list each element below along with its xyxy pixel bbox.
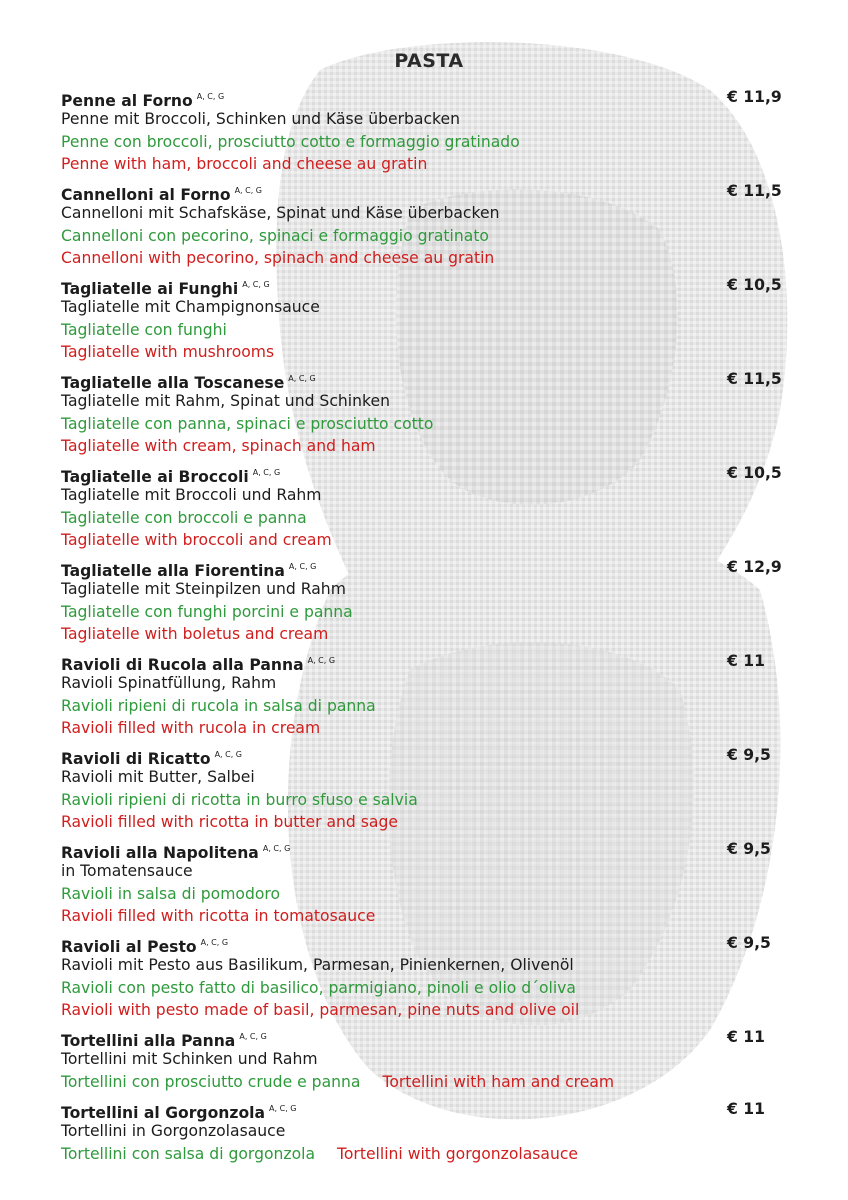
description-german: in Tomatensauce [61,862,193,881]
dish-name: Tagliatelle alla Toscanese [61,374,285,392]
section-title: PASTA [394,50,464,72]
dish-name: Ravioli alla Napolitena [61,844,259,862]
description-german: Tagliatelle mit Broccoli und Rahm [61,486,322,505]
description-english: Ravioli filled with rucola in cream [61,719,321,738]
menu-item [61,368,781,462]
description-german: Ravioli Spinatfüllung, Rahm [61,674,277,693]
dish-price: € 11,9 [727,88,782,106]
allergen-codes: A, C, G [200,938,229,947]
allergen-codes: A, C, G [288,562,317,571]
menu-item [61,1098,781,1170]
description-english: Penne with ham, broccoli and cheese au gratin [61,155,428,174]
allergen-codes: A, C, G [214,750,242,759]
description-english: Tortellini with gorgonzolasauce [337,1144,579,1163]
menu-item [61,86,781,180]
description-german: Tagliatelle mit Champignonsauce [61,298,320,317]
description-german: Ravioli mit Butter, Salbei [61,768,255,787]
description-german: Tagliatelle mit Steinpilzen und Rahm [61,580,346,599]
dish-price: € 12,9 [727,558,782,576]
allergen-codes: A, C, G [252,468,281,477]
dish-price: € 11,5 [727,182,782,200]
allergen-codes: A, C, G [269,1104,297,1113]
dish-name: Ravioli di Ricatto [61,750,211,768]
menu-item [61,462,781,556]
dish-name: Tortellini alla Panna [61,1032,236,1050]
dish-price: € 11 [727,652,765,670]
description-german: Tortellini in Gorgonzolasauce [61,1122,286,1141]
dish-name: Tagliatelle ai Funghi [61,280,239,298]
allergen-codes: A, C, G [196,92,225,101]
dish-price: € 9,5 [727,840,771,858]
pasta-menu-list [61,86,781,1170]
dish-name: Tortellini al Gorgonzola [61,1104,266,1122]
description-german: Ravioli mit Pesto aus Basilikum, Parmesan, Pinienkernen, Olivenöl [61,956,574,975]
dish-name: Ravioli di Rucola alla Panna [61,656,304,674]
description-italian: Tagliatelle con funghi porcini e panna [61,602,353,621]
dish-name: Penne al Forno [61,92,193,110]
dish-price: € 9,5 [727,746,771,764]
dish-price: € 11 [727,1100,765,1118]
description-italian: Ravioli ripieni di ricotta in burro sfuso e salvia [61,790,418,809]
description-german: Penne mit Broccoli, Schinken und Käse überbacken [61,110,460,129]
description-english: Ravioli with pesto made of basil, parmesan, pine nuts and olive oil [61,1001,580,1020]
allergen-codes: A, C, G [262,844,291,853]
description-italian: Ravioli in salsa di pomodoro [61,884,280,903]
dish-name: Ravioli al Pesto [61,938,197,956]
description-italian: Tagliatelle con funghi [61,320,227,339]
menu-item [61,556,781,650]
description-italian: Penne con broccoli, prosciutto cotto e formaggio gratinado [61,132,520,151]
description-english: Tagliatelle with cream, spinach and ham [61,437,376,456]
description-italian: Cannelloni con pecorino, spinaci e formaggio gratinato [61,226,489,245]
description-english: Ravioli filled with ricotta in butter and sage [61,813,398,832]
menu-item [61,650,781,744]
description-german: Tagliatelle mit Rahm, Spinat und Schinken [61,392,390,411]
dish-price: € 10,5 [727,276,782,294]
allergen-codes: A, C, G [239,1032,267,1041]
dish-price: € 10,5 [727,464,782,482]
allergen-codes: A, C, G [307,656,336,665]
description-english: Tagliatelle with mushrooms [61,343,275,362]
description-english: Tagliatelle with broccoli and cream [61,531,332,550]
description-german: Cannelloni mit Schafskäse, Spinat und Käse überbacken [61,204,500,223]
menu-item [61,744,781,838]
menu-item [61,1026,781,1098]
dish-price: € 9,5 [727,934,771,952]
dish-name: Tagliatelle ai Broccoli [61,468,249,486]
description-german: Tortellini mit Schinken und Rahm [61,1050,318,1069]
description-italian: Tagliatelle con broccoli e panna [61,508,307,527]
description-english: Tortellini with ham and cream [382,1072,615,1091]
menu-item [61,180,781,274]
dish-price: € 11,5 [727,370,782,388]
description-italian: Ravioli con pesto fatto di basilico, parmigiano, pinoli e olio d´oliva [61,978,576,997]
description-italian: Tortellini con prosciutto crude e panna [61,1072,361,1091]
allergen-codes: A, C, G [242,280,270,289]
dish-name: Cannelloni al Forno [61,186,231,204]
menu-item [61,932,781,1026]
allergen-codes: A, C, G [288,374,316,383]
description-italian: Ravioli ripieni di rucola in salsa di panna [61,696,376,715]
description-english: Cannelloni with pecorino, spinach and cheese au gratin [61,249,495,268]
description-italian: Tortellini con salsa di gorgonzola [61,1144,316,1163]
menu-item [61,274,781,368]
description-english: Ravioli filled with ricotta in tomatosauce [61,907,376,926]
allergen-codes: A, C, G [234,186,262,195]
menu-item [61,838,781,932]
dish-price: € 11 [727,1028,765,1046]
description-english: Tagliatelle with boletus and cream [61,625,329,644]
description-italian: Tagliatelle con panna, spinaci e prosciutto cotto [61,414,434,433]
dish-name: Tagliatelle alla Fiorentina [61,562,285,580]
